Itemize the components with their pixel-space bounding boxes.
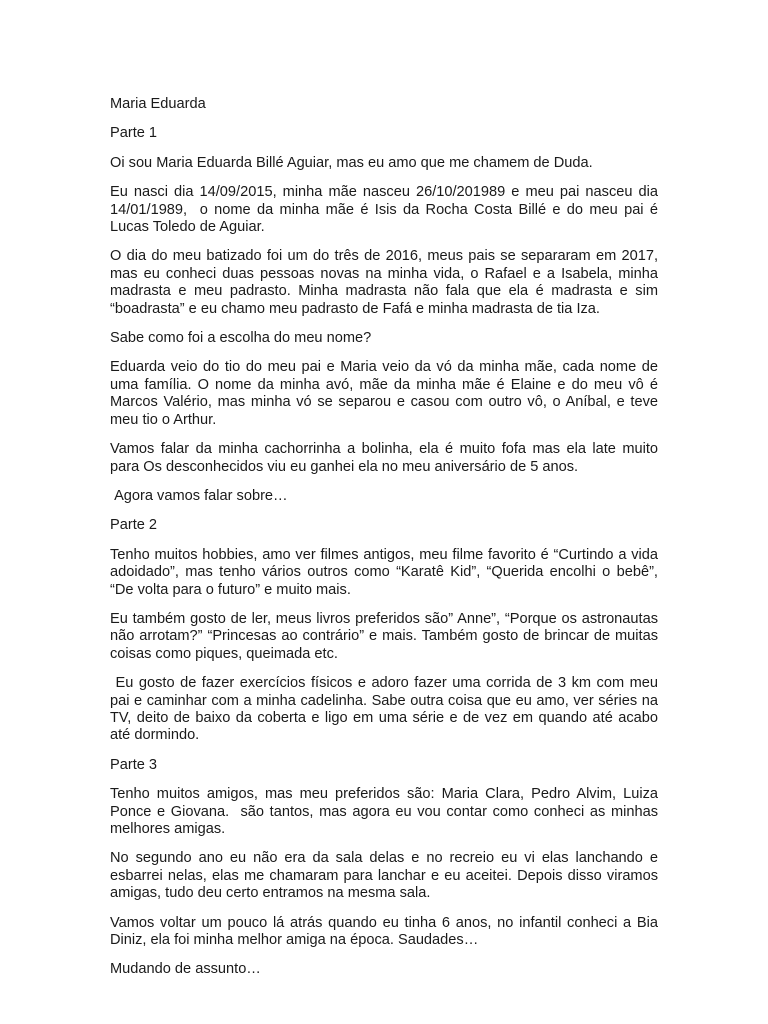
paragraph: Agora vamos falar sobre… [110,487,288,504]
document-page [110,96,663,991]
document-title: Maria Eduarda [110,96,206,112]
paragraph: Vamos falar da minha cachorrinha a bolinha, ela é muito fofa mas ela late muito para Os desconhecidos viu eu ganhei ela no meu aniversário de 5 anos. [110,441,663,475]
paragraph: Sabe como foi a escolha do meu nome? [110,330,372,347]
paragraph: Oi sou Maria Eduarda Billé Aguiar, mas eu amo que me chamem de Duda. [110,154,593,171]
paragraph: Mudando de assunto… [110,961,261,978]
section-heading-part-2: Parte 2 [110,517,158,534]
paragraph: Tenho muitos hobbies, amo ver filmes antigos, meu filme favorito é “Curtindo a vida adoidado”, mas tenho vários outros como “Karatê Kid”, “Querida encolhi o bebê”, “De volta para o futuro” e muito mais. [110,546,663,598]
section-heading-part-3: Parte 3 [110,756,158,773]
section-heading-part-1: Parte 1 [110,125,158,142]
paragraph: Tenho muitos amigos, mas meu preferidos são: Maria Clara, Pedro Alvim, Luiza Ponce e Giovana. são tantos, mas agora eu vou contar como conheci as minhas melhores amigas. [110,786,663,837]
paragraph: Eduarda veio do tio do meu pai e Maria veio da vó da minha mãe, cada nome de uma família. O nome da minha avó, mãe da minha mãe é Elaine e do meu vô é Marcos Valério, mas minha vó se separou e casou com outro vô, o Aníbal, e teve meu tio o Arthur. [110,359,663,428]
paragraph: Eu também gosto de ler, meus livros preferidos são” Anne”, “Porque os astronautas não arrotam?” “Princesas ao contrário” e mais. Também gosto de brincar de muitas coisas como piques, queimada etc. [110,610,663,662]
paragraph: Eu nasci dia 14/09/2015, minha mãe nasceu 26/10/201989 e meu pai nasceu dia 14/01/1989, o nome da minha mãe é Isis da Rocha Costa Billé e do meu pai é Lucas Toledo de Aguiar. [110,184,663,236]
paragraph: Vamos voltar um pouco lá atrás quando eu tinha 6 anos, no infantil conheci a Bia Diniz, ela foi minha melhor amiga na época. Saudades… [110,914,663,949]
paragraph: Eu gosto de fazer exercícios físicos e adoro fazer uma corrida de 3 km com meu pai e caminhar com a minha cadelinha. Sabe outra coisa que eu amo, ver séries na TV, deito de baixo da coberta e ligo em uma série e de vez em quando até acabo até dormindo. [110,675,663,744]
paragraph: No segundo ano eu não era da sala delas e no recreio eu vi elas lanchando e esbarrei nelas, elas me chamaram para lanchar e eu aceitei. Depois disso viramos amigas, tudo deu certo entramos na mesma sala. [110,850,663,902]
paragraph: O dia do meu batizado foi um do três de 2016, meus pais se separaram em 2017, mas eu conheci duas pessoas novas na minha vida, o Rafael e a Isabela, minha madrasta e meu padrasto. Minha madrasta não fala que ela é madrasta e sim “boadrasta” e eu chamo meu padrasto de Fafá e minha madrasta de tia Iza. [110,248,663,317]
